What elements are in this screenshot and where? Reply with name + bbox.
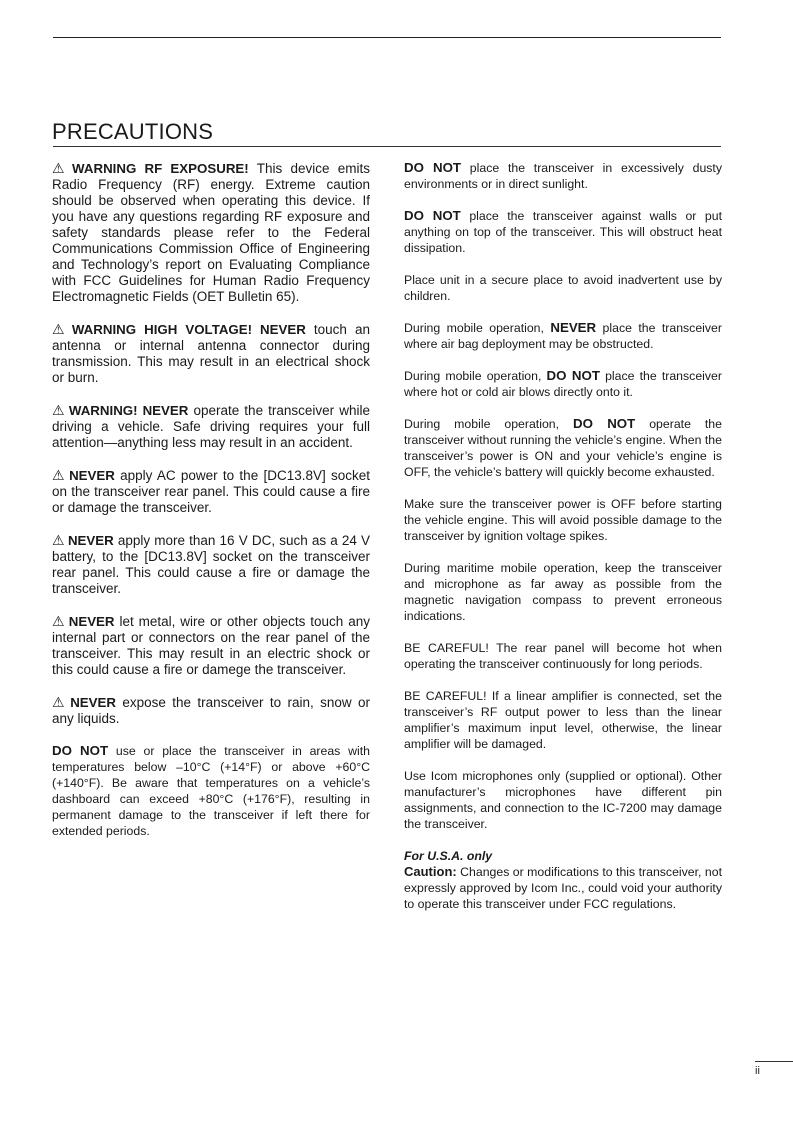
caution-children: Place unit in a secure place to avoid inadvertent use by children. (404, 273, 722, 303)
caution-lead: DO NOT (573, 416, 636, 431)
warning-lead: WARNING RF EXPOSURE! (72, 161, 249, 176)
warning-text: apply AC power to the [DC13.8V] socket on the transceiver rear panel. This could cause a fire or damage the transceiver. (52, 468, 370, 515)
caution-text: operate the transceiver without running the vehicle’s engine. When the transceiver’s power is ON and your vehicle’s engine is OFF, the vehicle’s battery will quickly become exhausted. (404, 417, 722, 479)
caution-pre: During mobile operation, (404, 369, 547, 383)
warning-text: operate the transceiver while driving a vehicle. Safe driving requires your full attention—anything less may result in an accident. (52, 403, 370, 450)
warning-lead: NEVER (69, 468, 115, 483)
caution-walls (404, 208, 722, 256)
caution-lead: DO NOT (404, 208, 461, 223)
caution-air-blow (404, 368, 722, 400)
caution-dust (404, 160, 722, 192)
warning-metal-objects (52, 613, 370, 678)
usa-note (404, 848, 722, 912)
caution-text: place the transceiver where air bag deployment may be obstructed. (404, 321, 722, 351)
caution-pre: During mobile operation, (404, 321, 551, 335)
footer-rule (755, 1061, 793, 1062)
warning-ac-power (52, 467, 370, 516)
warning-triangle-icon: ⚠ (52, 160, 70, 176)
caution-lead: DO NOT (52, 743, 109, 758)
warning-triangle-icon: ⚠ (52, 402, 66, 418)
warning-driving (52, 402, 370, 451)
warning-overvoltage (52, 532, 370, 597)
caution-lead: NEVER (550, 320, 597, 335)
caution-text: place the transceiver in excessively dusty environments or in direct sunlight. (404, 161, 722, 191)
caution-linear-amplifier: BE CAREFUL! If a linear amplifier is connected, set the transceiver’s RF output power to less than the linear amplifier’s maximum input level, otherwise, the linear amplifier will be damaged. (404, 689, 722, 751)
caution-text: place the transceiver against walls or put anything on top of the transceiver. This will obstruct heat dissipation. (404, 209, 723, 255)
usa-caution-text: Changes or modifications to this transceiver, not expressly approved by Icom Inc., could void your authority to operate this transceiver under FCC regulations. (404, 865, 722, 911)
warning-lead: WARNING HIGH VOLTAGE! NEVER (71, 322, 306, 337)
caution-text: place the transceiver where hot or cold air blows directly onto it. (404, 369, 722, 399)
warning-lead: NEVER (67, 533, 114, 548)
usa-note-heading: For U.S.A. only (404, 849, 493, 863)
caution-temperature (52, 743, 370, 839)
top-rule (53, 37, 721, 38)
warning-lead: WARNING! NEVER (68, 403, 189, 418)
warning-triangle-icon: ⚠ (52, 613, 66, 629)
warning-triangle-icon: ⚠ (52, 694, 68, 710)
warning-rf-exposure (52, 160, 370, 305)
title-rule (53, 146, 721, 147)
warning-high-voltage (52, 321, 370, 386)
caution-microphones: Use Icom microphones only (supplied or optional). Other manufacturer’s microphones have different pin assignments, and connection to the IC-7200 may damage the transceiver. (404, 769, 722, 831)
warning-triangle-icon: ⚠ (52, 467, 67, 483)
caution-lead: DO NOT (546, 368, 600, 383)
warning-text: touch an antenna or internal antenna connector during transmission. This may result in an electrical shock or burn. (52, 322, 371, 385)
warning-text: let metal, wire or other objects touch any internal part or connectors on the rear panel of the transceiver. This may result in an electric shock or this could cause a fire or damege the transceiver. (52, 614, 370, 677)
caution-air-bag (404, 320, 722, 352)
warning-text: apply more than 16 V DC, such as a 24 V battery, to the [DC13.8V] socket on the transceiver rear panel. This could cause a fire or damage the transceiver. (52, 533, 370, 596)
caution-engine (404, 416, 722, 480)
caution-pre: During mobile operation, (404, 417, 574, 431)
usa-caution-label: Caution: (404, 864, 457, 879)
warning-lead: NEVER (68, 614, 115, 629)
caution-text: use or place the transceiver in areas with temperatures below –10°C (+14°F) or above +60°C (+140°F). Be aware that temperatures on a vehicle’s dashboard can exceed +80°C (+176°F), resulting in permanent damage to the transceiver if left there for extended periods. (52, 744, 370, 838)
warning-lead: NEVER (70, 695, 116, 710)
caution-lead: DO NOT (404, 160, 462, 175)
warning-liquids (52, 694, 370, 727)
warning-triangle-icon: ⚠ (52, 532, 65, 548)
caution-power-off: Make sure the transceiver power is OFF before starting the vehicle engine. This will avoid possible damage to the transceiver by ignition voltage spikes. (404, 497, 722, 543)
caution-rear-panel-hot: BE CAREFUL! The rear panel will become hot when operating the transceiver continuously for long periods. (404, 641, 722, 671)
right-column (404, 160, 722, 912)
warning-triangle-icon: ⚠ (52, 321, 69, 337)
warning-text: This device emits Radio Frequency (RF) energy. Extreme caution should be observed when operating this device. If you have any questions regarding RF exposure and safety standards please refer to the Federal Communications Commission Office of Engineering and Technology’s report on Evaluating Compliance with FCC Guidelines for Human Radio Frequency Electromagnetic Fields (OET Bulletin 65). (52, 161, 370, 304)
left-column (52, 160, 370, 839)
caution-compass: During maritime mobile operation, keep the transceiver and microphone as far away as possible from the magnetic navigation compass to prevent erroneous indications. (404, 561, 722, 623)
page-number: ii (755, 1065, 760, 1077)
page-title: PRECAUTIONS (52, 119, 214, 144)
warning-text: expose the transceiver to rain, snow or any liquids. (52, 695, 370, 726)
